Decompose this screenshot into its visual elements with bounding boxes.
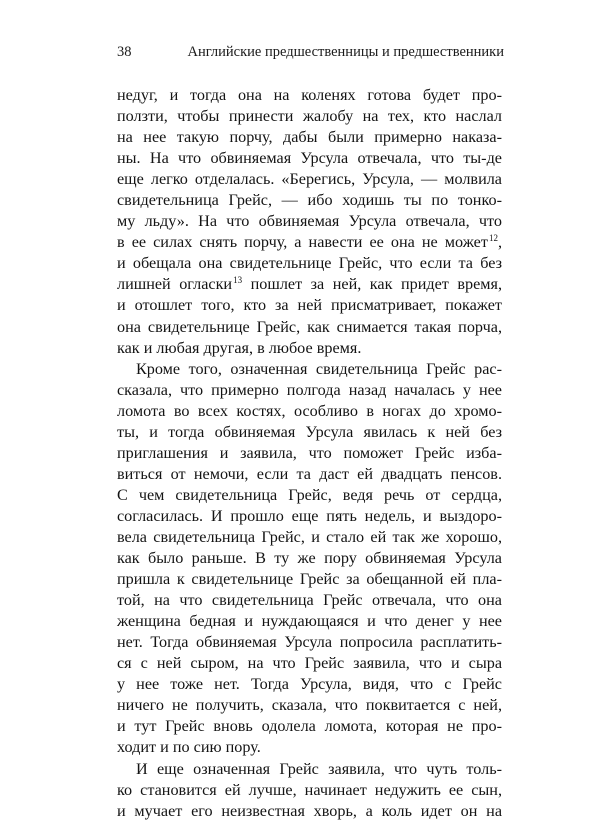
text-line xyxy=(117,632,502,653)
line-text: С чем свидетельница Грейс, ведя речь от сердца, xyxy=(117,485,502,504)
line-text: и тут Грейс вновь одолела ломота, которая не про- xyxy=(117,717,502,736)
line-text: свидетельница Грейс, — ибо ходишь ты по тонко- xyxy=(117,191,502,210)
text-line xyxy=(117,695,502,716)
line-text: и мучает его неизвестная хворь, а коль идет он на xyxy=(117,801,502,820)
line-text: как и любая другая, в любое время. xyxy=(117,338,362,357)
text-line xyxy=(117,422,502,443)
line-text: и обещала она свидетельнице Грейс, что если та без xyxy=(117,254,502,273)
footnote-marker: 13 xyxy=(233,275,243,286)
line-text: приглашения и заявила, что поможет Грейс изба- xyxy=(117,443,502,462)
text-line xyxy=(117,169,502,190)
text-line xyxy=(117,759,502,780)
line-text: недуг, и тогда она на коленях готова будет про- xyxy=(117,86,502,104)
line-text: и отошлет того, кто за ней присматривает, покажет xyxy=(117,296,502,315)
line-text: женщина бедная и нуждающаяся и что денег у нее xyxy=(117,612,502,631)
line-text: ко становится ей лучше, начинает недужить ее сын, xyxy=(117,780,502,799)
text-line xyxy=(117,780,502,801)
text-line xyxy=(117,380,502,401)
text-line xyxy=(117,611,502,632)
page-number: 38 xyxy=(117,44,132,60)
text-line xyxy=(117,85,502,106)
line-text: Кроме того, означенная свидетельница Грейс рас- xyxy=(136,359,502,378)
line-text: на нее такую порчу, дабы были примерно наказа- xyxy=(117,128,502,147)
text-line xyxy=(117,401,502,422)
line-text: в ее силах снять порчу, а навести ее она не может xyxy=(117,233,488,252)
text-line xyxy=(117,548,502,569)
line-text: ны. На что обвиняемая Урсула отвечала, что ты-де xyxy=(117,149,502,168)
text-line xyxy=(117,801,502,822)
line-text: еще легко отделалась. «Берегись, Урсула, — молвила xyxy=(117,170,502,189)
line-text: му льду». На что обвиняемая Урсула отвечала, что xyxy=(117,212,502,231)
line-text: нет. Тогда обвиняемая Урсула попросила расплатить- xyxy=(117,633,502,652)
line-text: сказала, что примерно полгода назад началась у нее xyxy=(117,380,502,399)
page-header xyxy=(117,44,504,64)
text-line xyxy=(117,737,502,758)
footnote-marker: 12 xyxy=(488,232,498,243)
text-line xyxy=(117,485,502,506)
text-line xyxy=(117,569,502,590)
text-line xyxy=(117,148,502,169)
text-line xyxy=(117,317,502,338)
body-text xyxy=(117,85,502,822)
text-line xyxy=(117,127,502,148)
line-text: И еще означенная Грейс заявила, что чуть толь- xyxy=(136,759,502,778)
line-text: пришла к свидетельнице Грейс за обещанной ей пла- xyxy=(117,570,502,589)
text-line xyxy=(117,211,502,232)
running-title: Английские предшественницы и предшественники xyxy=(187,44,504,60)
text-line xyxy=(117,464,502,485)
text-line xyxy=(117,590,502,611)
line-text: она свидетельнице Грейс, как снимается такая порча, xyxy=(117,317,502,336)
text-line xyxy=(117,674,502,695)
line-text: виться от немочи, если та даст ей двадцать пенсов. xyxy=(117,464,502,483)
text-line xyxy=(117,253,502,274)
text-line xyxy=(117,716,502,737)
text-line xyxy=(117,106,502,127)
line-text: ничего не получить, сказала, что поквитается с ней, xyxy=(117,696,502,715)
text-line xyxy=(117,653,502,674)
line-text: как было раньше. В ту же пору обвиняемая Урсула xyxy=(117,549,502,568)
text-line xyxy=(117,232,502,253)
line-text: ты, и тогда обвиняемая Урсула явилась к ней без xyxy=(117,422,502,441)
text-line xyxy=(117,274,502,295)
line-text: ломота во всех костях, особливо в ногах до хромо- xyxy=(117,401,502,420)
text-line xyxy=(117,443,502,464)
line-text: у нее тоже нет. Тогда Урсула, видя, что с Грейс xyxy=(117,675,502,694)
line-text: ходит и по сию пору. xyxy=(117,738,261,757)
text-line xyxy=(117,506,502,527)
line-tail: , xyxy=(497,233,502,252)
line-text: согласилась. И прошло еще пять недель, и выздоро- xyxy=(117,506,502,525)
line-text: ползти, чтобы принести жалобу на тех, кто наслал xyxy=(117,107,502,126)
text-line xyxy=(117,295,502,316)
line-text: лишней огласки xyxy=(117,275,233,294)
text-line xyxy=(117,359,502,380)
line-text: той, на что свидетельница Грейс отвечала, что она xyxy=(117,591,502,610)
line-text-after-footnote: пошлет за ней, как придет время, xyxy=(242,275,503,294)
text-line xyxy=(117,190,502,211)
line-text: ся с ней сыром, на что Грейс заявила, что и сыра xyxy=(117,654,502,673)
line-text: вела свидетельница Грейс, и стало ей так же хорошо, xyxy=(117,527,502,546)
text-line xyxy=(117,527,502,548)
text-line xyxy=(117,338,502,359)
